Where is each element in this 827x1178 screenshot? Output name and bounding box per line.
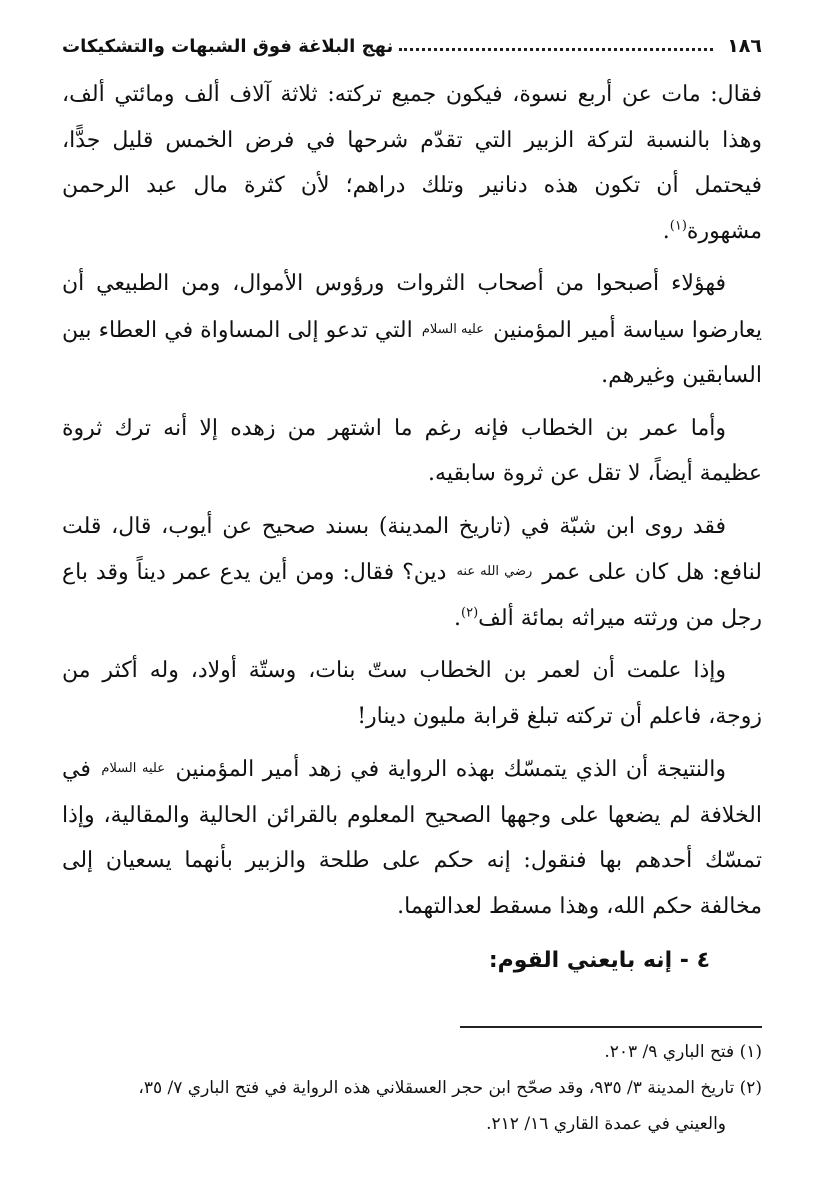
paragraph-6-text-b: في الخلافة لم يضعها على وجهها الصحيح المعلوم بالقرائن الحالية والمقالية، وإذا تمسّك أحدهم بها فنقول: إنه حكم على طلحة والزبير بأنهما يسعيان إلى مخالفة حكم الله، وهذا مسقط لعدالتهما. [62,757,762,919]
book-page [62,24,762,986]
paragraph-6 [62,746,762,929]
footnote-ref-1: (١) [669,218,687,234]
footnotes [62,1034,762,1142]
footnote-2-number: (٢) [739,1078,762,1098]
paragraph-3-text: وأما عمر بن الخطاب فإنه رغم ما اشتهر من زهده إلا أنه ترك ثروة عظيمة أيضاً، لا تقل عن ثروة سابقيه. [62,415,762,486]
paragraph-2-text-b: التي تدعو إلى المساواة في العطاء بين السابقين وغيرهم. [62,317,762,388]
paragraph-1-text: فقال: مات عن أربع نسوة، فيكون جميع تركته: ثلاثة آلاف ألف ومائتي ألف، وهذا بالنسبة لتركة الزبير التي تقدّم شرحها في فرض الخمس قليل جدًّا، فيحتمل أن تكون هذه دنانير وتلك دراهم؛ لأن كثرة مال عبد الرحمن مشهورة [62,82,762,244]
header-dotted-leader [399,48,713,51]
paragraph-4-text-a: فقد روى ابن شبّة في (تاريخ المدينة) بسند صحيح عن أيوب، قال، قلت لنافع: هل كان على عمر [62,513,763,585]
page-number: ١٨٦ [727,35,762,57]
footnote-1-number: (١) [739,1042,762,1062]
section-heading: ٤ - إنه بايعني القوم: [488,948,710,973]
footnote-2-text: تاريخ المدينة ٣/ ٩٣٥، وقد صحّح ابن حجر العسقلاني هذه الرواية في فتح الباري ٧/ ٣٥، [138,1078,735,1098]
paragraph-4 [62,504,762,642]
running-title: نهج البلاغة فوق الشبهات والتشكيكات [62,35,394,57]
paragraph-1-end: . [662,218,670,244]
paragraph-3 [62,406,762,497]
honorific-glyph: رضي الله عنه [456,564,533,579]
page-header [62,24,762,68]
footnote-separator [460,1026,762,1028]
footnote-2 [62,1070,762,1142]
paragraph-2-text-a: فهؤلاء أصبحوا من أصحاب الثروات ورؤوس الأموال، ومن الطبيعي أن يعارضوا سياسة أمير المؤمنين [62,271,763,343]
paragraph-5-text: وإذا علمت أن لعمر بن الخطاب ستّ بنات، وستّة أولاد، وله أكثر من زوجة، فاعلم أن تركته تبلغ قرابة مليون دينار! [62,658,762,729]
honorific-glyph: عليه السلام [421,321,484,337]
paragraph-6-text-a: والنتيجة أن الذي يتمسّك بهذه الرواية في زهد أمير المؤمنين [175,757,727,782]
honorific-glyph: عليه السلام [101,761,165,776]
footnote-2-continuation: والعيني في عمدة القاري ١٦/ ٢١٢. [486,1114,726,1134]
footnote-1-text: فتح الباري ٩/ ٢٠٣. [604,1042,735,1062]
paragraph-4-end: . [454,605,462,631]
footnote-1 [62,1034,762,1070]
footnote-ref-2: (٢) [461,605,479,621]
paragraph-4-text-b: دين؟ فقال: ومن أين يدع عمر ديناً وقد باع رجل من ورثته ميراثه بمائة ألف [62,560,762,631]
main-text [62,72,762,986]
paragraph-5 [62,648,762,739]
paragraph-2 [62,261,762,399]
paragraph-1 [62,72,762,254]
